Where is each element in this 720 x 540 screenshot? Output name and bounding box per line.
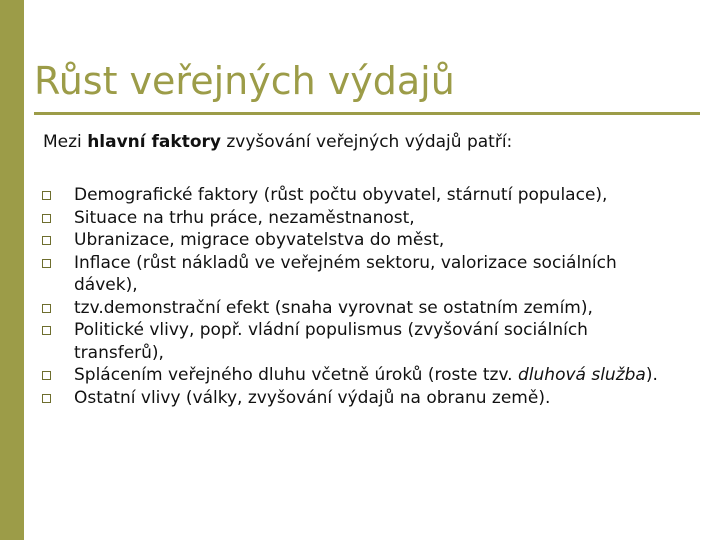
intro-suffix: zvyšování veřejných výdajů patří: <box>220 132 513 152</box>
hollow-square-bullet-icon <box>42 304 51 313</box>
list-item-text: Demografické faktory (růst počtu obyvatel, stárnutí populace), <box>74 185 608 205</box>
hollow-square-bullet-icon <box>42 259 51 268</box>
list-item-text: Situace na trhu práce, nezaměstnanost, <box>74 207 415 228</box>
intro-text <box>43 131 512 153</box>
list-item-text <box>74 365 658 385</box>
list-item <box>42 252 682 297</box>
hollow-square-bullet-icon <box>42 371 51 380</box>
list-item-text: Inflace (růst nákladů ve veřejném sektoru, valorizace sociálních dávek), <box>74 252 617 295</box>
hollow-square-bullet-icon <box>42 191 51 200</box>
hollow-square-bullet-icon <box>42 394 51 403</box>
list-item <box>42 184 682 207</box>
list-item-text: Ubranizace, migrace obyvatelstva do měst, <box>74 230 445 250</box>
decorative-side-bar <box>0 0 24 540</box>
list-item <box>42 229 682 252</box>
hollow-square-bullet-icon <box>42 214 51 223</box>
list-item <box>42 387 682 410</box>
list-item-text: Ostatní vlivy (války, zvyšování výdajů na obranu země). <box>74 387 551 408</box>
list-item <box>42 319 682 364</box>
list-item-text-start: Splácením veřejného dluhu včetně úroků (roste tzv. <box>74 365 518 385</box>
list-item <box>42 297 682 320</box>
hollow-square-bullet-icon <box>42 236 51 245</box>
intro-prefix: Mezi <box>43 132 88 152</box>
list-item <box>42 207 682 230</box>
list-item <box>42 364 682 387</box>
hollow-square-bullet-icon <box>42 326 51 335</box>
list-item-text: Politické vlivy, popř. vládní populismus (zvyšování sociálních transferů), <box>74 320 588 363</box>
intro-bold: hlavní faktory <box>87 132 221 152</box>
list-item-text: tzv.demonstrační efekt (snaha vyrovnat se ostatním zemím), <box>74 297 593 318</box>
list-item-text-end: ). <box>645 365 658 385</box>
title-divider <box>34 112 700 115</box>
bullet-list <box>42 184 682 409</box>
slide-title: Růst veřejných výdajů <box>34 59 455 103</box>
list-item-text-italic: dluhová služba <box>518 365 646 385</box>
